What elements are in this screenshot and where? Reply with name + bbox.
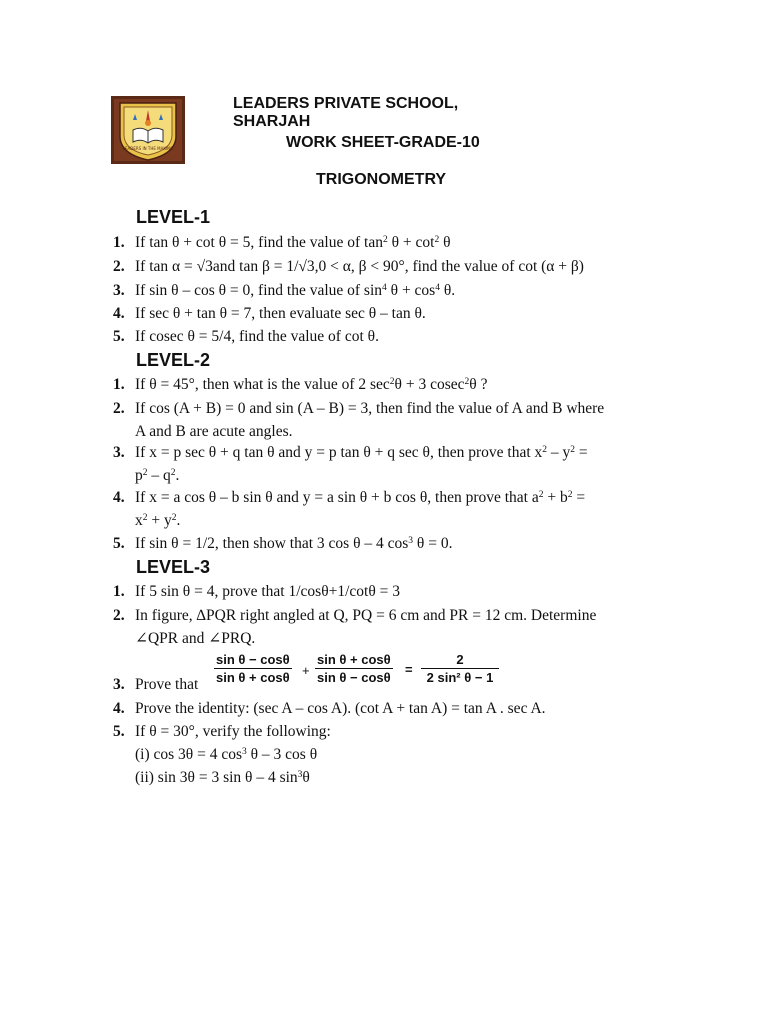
school-name: LEADERS PRIVATE SCHOOL, SHARJAH [233,95,459,130]
question-text: If tan θ + cot θ = 5, find the value of $\tan^2 \theta + \cot^2 \theta$ [135,234,451,251]
question-number: 2. [113,607,125,624]
question-number: 4. [113,489,125,506]
question-text: Prove that [135,676,199,693]
question-number: 5. [113,535,125,552]
question-number: 4. [113,700,125,717]
topic-title: TRIGONOMETRY [316,171,447,188]
question-text: If sec θ + tan θ = 7, then evaluate sec θ – tan θ. [135,305,426,322]
question-number: 2. [113,258,125,275]
equals-sign: = [405,662,413,677]
level-2-heading: LEVEL-2 [136,350,211,370]
question-number: 5. [113,328,125,345]
question-text: If x = p sec θ + q tan θ and y = p tan θ + q sec θ, then prove that $x^2 - y^2$ = $p^2 - q^2$. [135,444,588,484]
question-text: If θ = 30°, verify the following: (i) cos 3θ = 4 $\cos^3 \theta - 3$ cos θ (ii) sin 3θ = 3 sin θ – 4 $\sin^3\theta$ [135,723,331,786]
question-text: If 5 sin θ = 4, prove that 1/cosθ+1/cotθ = 3 [135,583,401,600]
question-number: 3. [113,444,125,461]
question-text: If cos (A + B) = 0 and sin (A – B) = 3, then find the value of A and B where A and B are acute angles. [135,400,605,440]
question-text: If sin θ = 1/2, then show that 3 cos θ – 4 $\cos^3 \theta = 0$. [135,535,453,552]
question-number: 5. [113,723,125,740]
worksheet-title: WORK SHEET-GRADE-10 [286,134,480,151]
question-text: If θ = 45°, then what is the value of 2 $\sec^2\theta + 3$ cosec$^2$θ ? [135,376,488,393]
fraction-2: $\frac{\text{sin θ + cosθ}}{\text{sin θ − cosθ}}$ [317,652,391,685]
question-text: If tan α = √3and tan β = 1/√3,0 < α, β < 90°, find the value of cot (α + β) [135,258,584,275]
question-number: 1. [113,376,125,393]
question-number: 1. [113,583,125,600]
question-text: Prove the identity: (sec A – cos A). (cot A + tan A) = tan A . sec A. [135,700,546,717]
question-text: If x = a cos θ – b sin θ and y = a sin θ + b cos θ, then prove that $a^2 + b^2$ = $x^2 + y^2$. [135,489,586,529]
question-number: 3. [113,282,125,299]
question-text: If cosec θ = 5/4, find the value of cot θ. [135,328,379,345]
level-1-heading: LEVEL-1 [136,207,211,227]
level-3-heading: LEVEL-3 [136,557,211,577]
svg-text:LEADERS IN THE MAKING: LEADERS IN THE MAKING [122,146,174,151]
school-logo [111,96,185,164]
question-text: In figure, ∆PQR right angled at Q, PQ = 6 cm and PR = 12 cm. Determine ∠QPR and ∠PRQ. [135,607,597,647]
fraction-3: $\frac{2}{\text{2 sin² θ − 1}}$ [421,652,499,685]
question-number: 2. [113,400,125,417]
fraction-1: $\frac{\text{sin θ − cosθ}}{\text{sin θ + cosθ}}$ [216,652,290,685]
question-number: 1. [113,234,125,251]
question-text: If sin θ – cos θ = 0, find the value of $\sin^4 \theta + \cos^4 \theta$. [135,282,456,299]
plus-sign: + [302,663,310,678]
question-number: 3. [113,676,125,693]
question-number: 4. [113,305,125,322]
